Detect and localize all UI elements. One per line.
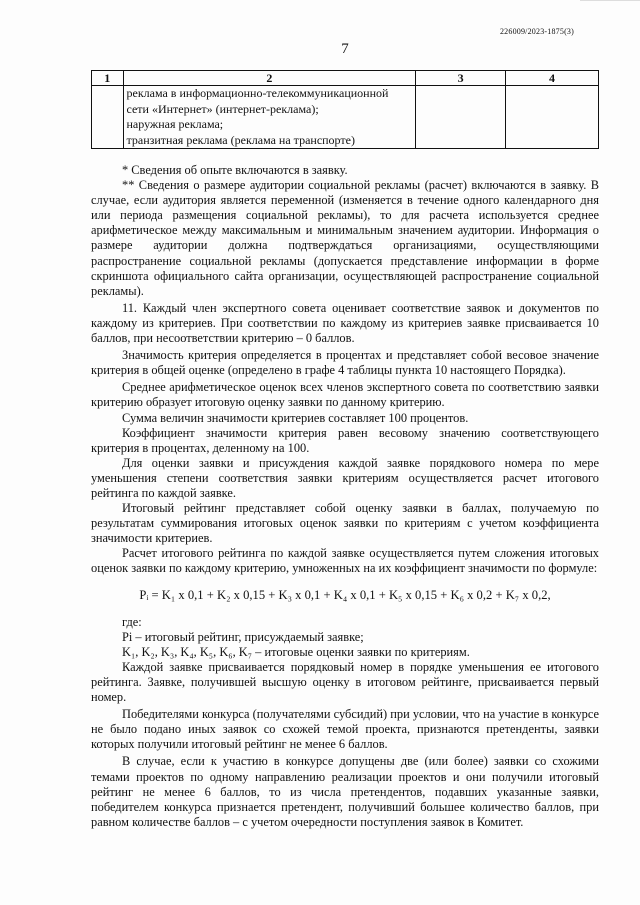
paragraph-rating-calc: Для оценки заявки и присуждения каждой заявке порядкового номера по мере уменьшения степени соответствия заявки критериям осуществляется расчет итогового рейтинга по каждой заявке. [91,455,599,500]
table-header-cell: 2 [123,71,416,86]
table-header-cell: 4 [506,71,599,86]
table-row [92,86,599,149]
media-type-item: транзитная реклама (реклама на транспорте) [126,132,355,147]
table-cell [506,86,599,149]
footnote-audience: ** Сведения о размере аудитории социальной рекламы (расчет) включаются в заявку. В случае, если аудитория является переменной (изменяется в течение одного календарного дня или периода размещения социальной рекламы), то для расчета используется среднее арифметическое между максимальным и минимальным значением аудитории. Информация о размере аудитории должна подтверждаться организациями, осуществляющими распространение социальной рекламы (допускается представление информации в форме скриншота официального сайта организации, осуществляющей распространение социальной рекламы). [91,178,599,298]
rating-formula: Pᵢ = K₁ x 0,1 + K₂ x 0,15 + K₃ x 0,1 + K₄ x 0,1 + K₅ x 0,15 + K₆ x 0,2 + K₇ x 0,2, [139,587,551,602]
table-cell [416,86,506,149]
table-header-cell: 1 [92,71,124,86]
where-label: где: [122,614,142,629]
paragraph-significance: Значимость критерия определяется в процентах и представляет собой весовое значение критерия в общей оценке (определено в графе 4 таблицы пункта 10 настоящего Порядка). [91,348,599,378]
document-id: 226009/2023-1875(3) [499,27,574,36]
top-edge-mark [580,0,640,1]
media-type-item: наружная реклама; [126,117,224,131]
paragraph-formula-intro: Расчет итогового рейтинга по каждой заявке осуществляется путем сложения итоговых оценок заявки по каждому критерию, умноженных на их коэффициент значимости по формуле: [91,546,599,576]
table-cell-media-types [123,86,416,149]
where-k: K₁, K₂, K₃, K₄, K₅, K₆, K₇ – итоговые оценки заявки по критериям. [122,644,470,659]
paragraph-winners: Победителями конкурса (получателями субсидий) при условии, что на участие в конкурсе не было подано иных заявок со схожей темой проекта, признаются претенденты, заявки которых получили итоговый рейтинг не менее 6 баллов. [91,707,599,752]
table-cell [92,86,124,149]
paragraph-tie: В случае, если к участию в конкурсе допущены две (или более) заявки со схожими темами проектов по одному направлению реализации проектов и они получили итоговый рейтинг не менее 6 баллов, то из числа претендентов, подавших указанные заявки, победителем конкурса признается претендент, получивший большее количество баллов, при равном количестве баллов – с учетом очередности поступления заявок в Комитет. [91,754,599,829]
paragraph-average: Среднее арифметическое оценок всех членов экспертного совета по соответствию заявки критерию образует итоговую оценку заявки по данному критерию. [91,380,599,410]
body-text [91,163,599,830]
paragraph-sum: Сумма величин значимости критериев составляет 100 процентов. [122,410,469,425]
footnote-experience: * Сведения об опыте включаются в заявку. [122,163,348,177]
paragraph-coefficient: Коэффициент значимости критерия равен весовому значению соответствующего критерия в процентах, деленному на 100. [91,425,599,455]
criteria-table [91,70,599,149]
paragraph-11: 11. Каждый член экспертного совета оценивает соответствие заявок и документов по каждому из критериев. При соответствии по каждому из критериев заявке присваивается 10 баллов, при несоответствии критерию – 0 баллов. [91,300,599,346]
paragraph-ordinal-number: Каждой заявке присваивается порядковый номер в порядке уменьшения ее итогового рейтинга. Заявке, получившей высшую оценку в итоговом рейтинге, присваивается первый номер. [91,659,599,705]
where-pi: Pi – итоговый рейтинг, присуждаемый заявке; [122,629,364,644]
media-type-item: реклама в информационно-телекоммуникационной сети «Интернет» (интернет-реклама); [126,86,389,116]
page-number: 7 [341,41,349,57]
table-header-cell: 3 [416,71,506,86]
table-header-row [92,71,599,86]
paragraph-rating-definition: Итоговый рейтинг представляет собой оценку заявки в баллах, получаемую по результатам суммирования итоговых оценок заявки по критериям с учетом коэффициента значимости критериев. [91,501,599,546]
